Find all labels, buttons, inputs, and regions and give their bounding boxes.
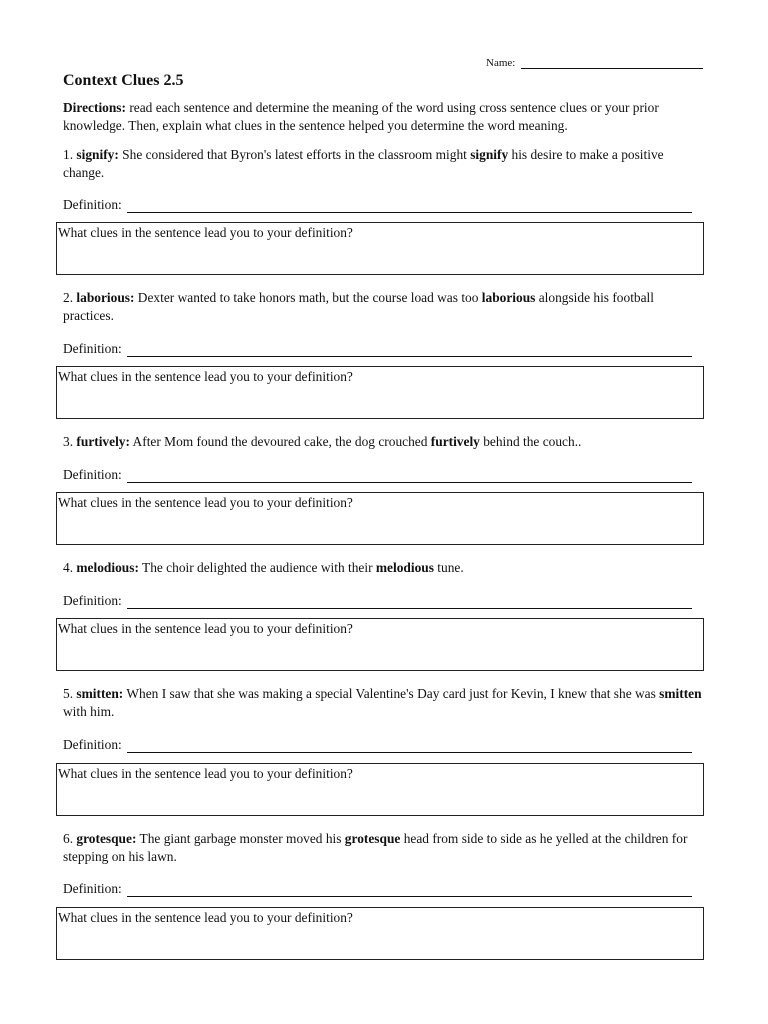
sentence-bold-word: smitten <box>659 686 702 701</box>
definition-line <box>63 737 692 753</box>
sentence-part: The choir delighted the audience with their <box>138 560 376 575</box>
definition-blank[interactable] <box>127 738 692 753</box>
clue-box[interactable] <box>56 763 704 816</box>
question-sentence <box>63 289 705 325</box>
sentence-part: head from side to side as he yelled at the children for stepping on his lawn. <box>63 831 688 864</box>
question-sentence <box>63 685 705 721</box>
question-4 <box>58 559 705 636</box>
clue-box[interactable] <box>56 492 704 545</box>
sentence-bold-word: grotesque <box>344 831 401 846</box>
definition-label: Definition: <box>63 341 122 356</box>
name-line <box>486 56 703 69</box>
sentence-part: Dexter wanted to take honors math, but the course load was too <box>134 290 482 305</box>
clue-box[interactable] <box>56 222 704 275</box>
clue-box[interactable] <box>56 366 704 419</box>
definition-blank[interactable] <box>127 882 692 897</box>
question-sentence <box>63 146 705 182</box>
definition-line <box>63 593 692 609</box>
sentence-bold-word: signify <box>470 147 509 162</box>
definition-label: Definition: <box>63 881 122 896</box>
clue-prompt: What clues in the sentence lead you to your definition? <box>58 225 353 240</box>
sentence-part: with him. <box>63 704 115 719</box>
question-1 <box>58 146 705 240</box>
clue-prompt: What clues in the sentence lead you to your definition? <box>58 495 353 510</box>
sentence-bold-word: furtively <box>430 434 480 449</box>
question-word: smitten: <box>76 686 124 701</box>
question-number: 4. <box>63 560 74 575</box>
question-word: melodious: <box>76 560 139 575</box>
question-6 <box>58 830 705 925</box>
definition-label: Definition: <box>63 737 122 752</box>
clue-prompt: What clues in the sentence lead you to your definition? <box>58 369 353 384</box>
question-number: 3. <box>63 434 74 449</box>
definition-line <box>63 881 692 897</box>
question-number: 6. <box>63 831 74 846</box>
page-title: Context Clues 2.5 <box>63 72 184 89</box>
directions-label: Directions: <box>63 100 126 115</box>
sentence-bold-word: laborious <box>481 290 536 305</box>
definition-label: Definition: <box>63 467 122 482</box>
sentence-part: tune. <box>433 560 464 575</box>
sentence-part: alongside his football practices. <box>63 290 654 323</box>
definition-line <box>63 197 692 213</box>
question-number: 2. <box>63 290 74 305</box>
question-word: furtively: <box>76 434 130 449</box>
definition-blank[interactable] <box>127 342 692 357</box>
definition-label: Definition: <box>63 593 122 608</box>
clue-prompt: What clues in the sentence lead you to your definition? <box>58 621 353 636</box>
sentence-bold-word: melodious <box>375 560 434 575</box>
question-number: 5. <box>63 686 74 701</box>
question-sentence <box>63 559 705 577</box>
sentence-part: his desire to make a positive change. <box>63 147 664 180</box>
directions-text: read each sentence and determine the meaning of the word using cross sentence clues or your prior knowledge. Then, explain what clues in the sentence helped you determine the word meaning. <box>63 100 659 133</box>
definition-line <box>63 341 692 357</box>
question-2 <box>58 289 705 384</box>
clue-box[interactable] <box>56 907 704 960</box>
definition-label: Definition: <box>63 197 122 212</box>
question-number: 1. <box>63 147 74 162</box>
definition-blank[interactable] <box>127 198 692 213</box>
clue-box[interactable] <box>56 618 704 671</box>
clue-prompt: What clues in the sentence lead you to your definition? <box>58 910 353 925</box>
sentence-part: The giant garbage monster moved his <box>136 831 345 846</box>
question-3 <box>58 433 705 510</box>
directions <box>63 99 713 135</box>
name-label: Name: <box>486 57 516 69</box>
name-blank[interactable] <box>521 56 703 69</box>
definition-blank[interactable] <box>127 594 692 609</box>
definition-line <box>63 467 692 483</box>
question-5 <box>58 685 705 781</box>
question-sentence <box>63 433 705 451</box>
definition-blank[interactable] <box>127 468 692 483</box>
question-word: grotesque: <box>76 831 137 846</box>
sentence-part: behind the couch.. <box>479 434 582 449</box>
question-word: signify: <box>76 147 119 162</box>
sentence-part: She considered that Byron's latest efforts in the classroom might <box>118 147 471 162</box>
question-sentence <box>63 830 705 866</box>
sentence-part: When I saw that she was making a special Valentine's Day card just for Kevin, I knew that she was <box>123 686 660 701</box>
sentence-part: After Mom found the devoured cake, the dog crouched <box>129 434 431 449</box>
question-word: laborious: <box>76 290 135 305</box>
clue-prompt: What clues in the sentence lead you to your definition? <box>58 766 353 781</box>
